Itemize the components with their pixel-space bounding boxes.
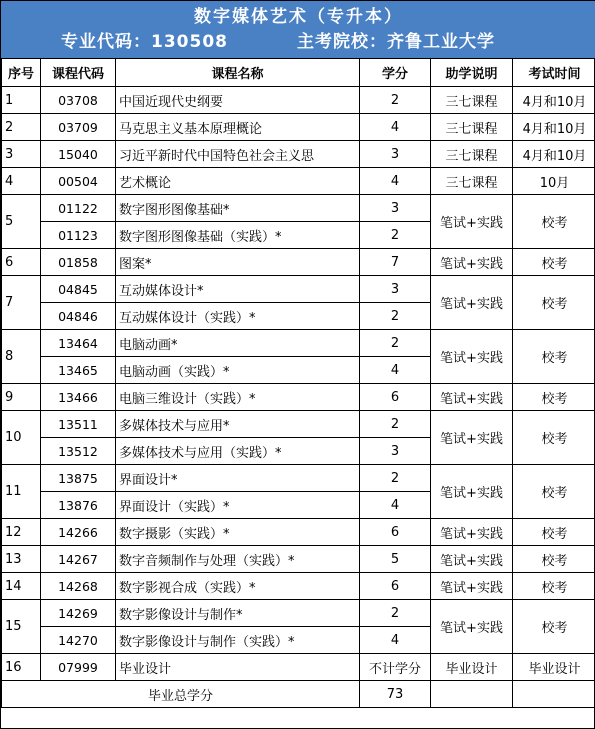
- course-code: 13876: [41, 492, 116, 519]
- course-credit: 2: [360, 330, 431, 357]
- study-note: 笔试+实践: [431, 546, 513, 573]
- course-code: 13511: [41, 411, 116, 438]
- course-code: 03708: [41, 87, 116, 114]
- course-name: 数字音频制作与处理（实践）*: [116, 546, 360, 573]
- header-note: 助学说明: [431, 59, 513, 87]
- study-note: 三七课程: [431, 114, 513, 141]
- row-number: 5: [2, 195, 41, 249]
- row-number: 9: [2, 384, 41, 411]
- study-note: 笔试+实践: [431, 195, 513, 249]
- course-credit: 3: [360, 141, 431, 168]
- course-credit: 2: [360, 303, 431, 330]
- course-code: 07999: [41, 654, 116, 681]
- study-note: 笔试+实践: [431, 519, 513, 546]
- title-banner: [1, 1, 595, 58]
- course-name: 数字影像设计与制作*: [116, 600, 360, 627]
- total-credit: 73: [360, 681, 431, 708]
- course-name: 电脑动画*: [116, 330, 360, 357]
- row-number: 7: [2, 276, 41, 330]
- header-time: 考试时间: [513, 59, 595, 87]
- row-number: 11: [2, 465, 41, 519]
- total-row: [2, 681, 595, 708]
- header-row: [2, 59, 595, 87]
- course-code: 04845: [41, 276, 116, 303]
- row-number: 16: [2, 654, 41, 681]
- course-code: 14266: [41, 519, 116, 546]
- course-credit: 2: [360, 87, 431, 114]
- course-code: 01123: [41, 222, 116, 249]
- course-name: 数字影视合成（实践）*: [116, 573, 360, 600]
- course-code: 13465: [41, 357, 116, 384]
- total-empty-note: [431, 681, 513, 708]
- study-note: 笔试+实践: [431, 384, 513, 411]
- study-note: 三七课程: [431, 141, 513, 168]
- course-name: 数字图形图像基础（实践）*: [116, 222, 360, 249]
- row-number: 1: [2, 87, 41, 114]
- course-credit: 3: [360, 195, 431, 222]
- course-code: 13512: [41, 438, 116, 465]
- course-code: 14267: [41, 546, 116, 573]
- course-row: [2, 411, 595, 438]
- row-number: 10: [2, 411, 41, 465]
- exam-time: 4月和10月: [513, 114, 595, 141]
- course-credit: 3: [360, 438, 431, 465]
- course-code: 00504: [41, 168, 116, 195]
- exam-time: 校考: [513, 195, 595, 249]
- row-number: 2: [2, 114, 41, 141]
- exam-time: 校考: [513, 411, 595, 465]
- course-row: [2, 600, 595, 627]
- study-note: 笔试+实践: [431, 249, 513, 276]
- total-label: 毕业总学分: [2, 681, 360, 708]
- course-credit: 7: [360, 249, 431, 276]
- course-row: [2, 546, 595, 573]
- exam-time: 校考: [513, 519, 595, 546]
- course-credit: 6: [360, 384, 431, 411]
- course-name: 艺术概论: [116, 168, 360, 195]
- course-credit: 4: [360, 168, 431, 195]
- course-name: 互动媒体设计（实践）*: [116, 303, 360, 330]
- course-row: [2, 384, 595, 411]
- header-credit: 学分: [360, 59, 431, 87]
- course-name: 多媒体技术与应用*: [116, 411, 360, 438]
- row-number: 6: [2, 249, 41, 276]
- course-code: 13464: [41, 330, 116, 357]
- course-name: 电脑三维设计（实践）*: [116, 384, 360, 411]
- course-name: 马克思主义基本原理概论: [116, 114, 360, 141]
- major-title: 数字媒体艺术（专升本）: [194, 7, 403, 27]
- exam-time: 校考: [513, 546, 595, 573]
- course-name: 多媒体技术与应用（实践）*: [116, 438, 360, 465]
- study-note: 三七课程: [431, 87, 513, 114]
- course-name: 中国近现代史纲要: [116, 87, 360, 114]
- course-credit: 6: [360, 573, 431, 600]
- course-credit: 2: [360, 222, 431, 249]
- header-no: 序号: [2, 59, 41, 87]
- course-credit: 2: [360, 465, 431, 492]
- course-row: [2, 249, 595, 276]
- course-credit: 4: [360, 357, 431, 384]
- course-row: [2, 195, 595, 222]
- course-code: 04846: [41, 303, 116, 330]
- row-number: 4: [2, 168, 41, 195]
- exam-time: 校考: [513, 249, 595, 276]
- study-note: 毕业设计: [431, 654, 513, 681]
- course-name: 图案*: [116, 249, 360, 276]
- exam-time: 4月和10月: [513, 87, 595, 114]
- course-code: 15040: [41, 141, 116, 168]
- total-empty-time: [513, 681, 595, 708]
- course-code: 14268: [41, 573, 116, 600]
- study-note: 笔试+实践: [431, 276, 513, 330]
- course-row: [2, 276, 595, 303]
- exam-time: 校考: [513, 384, 595, 411]
- exam-time: 4月和10月: [513, 141, 595, 168]
- course-credit: 2: [360, 411, 431, 438]
- course-name: 数字影像设计与制作（实践）*: [116, 627, 360, 654]
- course-name: 电脑动画（实践）*: [116, 357, 360, 384]
- course-row: [2, 573, 595, 600]
- study-note: 三七课程: [431, 168, 513, 195]
- exam-time: 校考: [513, 573, 595, 600]
- course-name: 界面设计*: [116, 465, 360, 492]
- course-code: 14270: [41, 627, 116, 654]
- exam-time: 校考: [513, 276, 595, 330]
- row-number: 14: [2, 573, 41, 600]
- study-note: 笔试+实践: [431, 411, 513, 465]
- course-code: 13466: [41, 384, 116, 411]
- exam-time: 毕业设计: [513, 654, 595, 681]
- course-credit: 6: [360, 519, 431, 546]
- course-row: [2, 465, 595, 492]
- header-name: 课程名称: [116, 59, 360, 87]
- course-row: [2, 330, 595, 357]
- course-name: 毕业设计: [116, 654, 360, 681]
- examining-school: 主考院校：齐鲁工业大学: [297, 32, 495, 52]
- exam-time: 校考: [513, 600, 595, 654]
- course-code: 03709: [41, 114, 116, 141]
- study-note: 笔试+实践: [431, 330, 513, 384]
- course-credit: 4: [360, 114, 431, 141]
- exam-time: 校考: [513, 465, 595, 519]
- course-credit: 4: [360, 492, 431, 519]
- course-row: [2, 114, 595, 141]
- course-code: 13875: [41, 465, 116, 492]
- course-credit: 4: [360, 627, 431, 654]
- course-name: 数字图形图像基础*: [116, 195, 360, 222]
- exam-time: 校考: [513, 330, 595, 384]
- course-row: [2, 168, 595, 195]
- row-number: 12: [2, 519, 41, 546]
- row-number: 8: [2, 330, 41, 384]
- course-body: [2, 87, 595, 681]
- course-credit: 3: [360, 276, 431, 303]
- course-name: 习近平新时代中国特色社会主义思: [116, 141, 360, 168]
- course-code: 14269: [41, 600, 116, 627]
- course-credit: 5: [360, 546, 431, 573]
- course-row: [2, 141, 595, 168]
- course-code: 01858: [41, 249, 116, 276]
- row-number: 13: [2, 546, 41, 573]
- course-credit: 不计学分: [360, 654, 431, 681]
- course-row: [2, 654, 595, 681]
- course-name: 互动媒体设计*: [116, 276, 360, 303]
- course-name: 数字摄影（实践）*: [116, 519, 360, 546]
- course-table: [1, 58, 595, 708]
- course-row: [2, 87, 595, 114]
- course-name: 界面设计（实践）*: [116, 492, 360, 519]
- study-note: 笔试+实践: [431, 573, 513, 600]
- course-code: 01122: [41, 195, 116, 222]
- course-row: [2, 519, 595, 546]
- row-number: 15: [2, 600, 41, 654]
- study-note: 笔试+实践: [431, 465, 513, 519]
- header-code: 课程代码: [41, 59, 116, 87]
- major-code: 专业代码：130508: [61, 32, 228, 52]
- study-note: 笔试+实践: [431, 600, 513, 654]
- exam-time: 10月: [513, 168, 595, 195]
- course-credit: 2: [360, 600, 431, 627]
- row-number: 3: [2, 141, 41, 168]
